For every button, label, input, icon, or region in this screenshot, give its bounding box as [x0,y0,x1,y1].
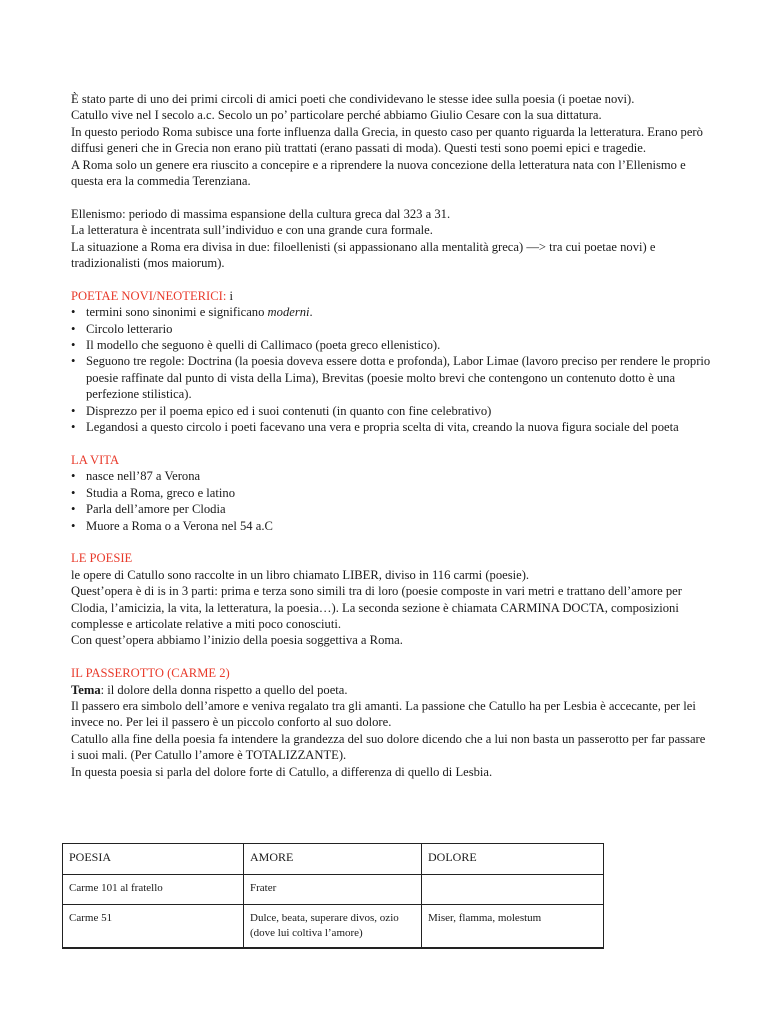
la-vita-list [71,468,711,534]
ellenismo-paragraph: Ellenismo: periodo di massima espansione della cultura greca dal 323 a 31. [71,206,451,221]
section-heading-le-poesie: LE POESIE [71,551,133,566]
spacer [71,534,711,550]
section-heading-poetae-novi [71,288,711,304]
list-item-text-end: . [309,305,313,320]
document-body [71,91,711,780]
table-cell [422,875,604,905]
list-item [71,304,711,320]
list-item: • Muore a Roma o a Verona nel 54 a.C [71,518,711,534]
tema-text: : il dolore della donna rispetto a quello del poeta. [100,682,348,697]
table-row [63,875,604,905]
spacer [71,271,711,287]
spacer [71,436,711,452]
spacer [71,189,711,205]
tema-label: Tema [71,682,101,697]
heading-text: POETAE NOVI/NEOTERICI: [71,288,227,303]
intro-paragraph: A Roma solo un genere era riuscito a concepire e a riprendere la nuova concezione della letteratura nata con l’Ellenismo e questa era la commedia Terenziana. [71,157,686,189]
ellenismo-paragraph: La letteratura è incentrata sull’individuo e con una grande cura formale. [71,223,433,238]
intro-paragraph: Catullo vive nel I secolo a.c. Secolo un po’ particolare perché abbiamo Giulio Cesare con la sua dittatura. [71,108,602,123]
section-heading-passerotto: IL PASSEROTTO (CARME 2) [71,666,230,681]
table-cell: Dulce, beata, superare divos, ozio (dove lui coltiva l’amore) [244,905,422,949]
heading-suffix: i [226,288,233,303]
list-item-text: termini sono sinonimi e significano [86,305,268,320]
intro-paragraph: È stato parte di uno dei primi circoli di amici poeti che condividevano le stesse idee sulla poesia (i poetae novi). [71,92,635,106]
passerotto-paragraph: In questa poesia si parla del dolore forte di Catullo, a differenza di quello di Lesbia. [71,764,493,779]
list-item: • Disprezzo per il poema epico ed i suoi contenuti (in quanto con fine celebrativo) [71,403,711,419]
passerotto-paragraph: Catullo alla fine della poesia fa intendere la grandezza del suo dolore dicendo che a lui non basta un passerotto per far passare i suoi mali. (Per Catullo l’amore è TOTALIZZANTE). [71,731,706,763]
poetae-novi-list [71,304,711,435]
table-header-cell: DOLORE [422,844,604,875]
list-item: • Parla dell’amore per Clodia [71,501,711,517]
table-cell: Carme 101 al fratello [63,875,244,905]
table-cell: Frater [244,875,422,905]
list-item: • Circolo letterario [71,321,711,337]
poesie-paragraph: Con quest’opera abbiamo l’inizio della poesia soggettiva a Roma. [71,633,403,648]
poesie-paragraph: le opere di Catullo sono raccolte in un libro chiamato LIBER, diviso in 116 carmi (poesie). [71,567,530,582]
ellenismo-paragraph: La situazione a Roma era divisa in due: filoellenisti (si appassionano alla mentalità greca) —> tra cui poetae novi) e tradizionalisti (mos maiorum). [71,239,656,271]
table-header-cell: POESIA [63,844,244,875]
section-heading-la-vita: LA VITA [71,452,120,467]
list-item: • Seguono tre regole: Doctrina (la poesia doveva essere dotta e profonda), Labor Limae (lavoro preciso per rendere le proprio poesie raffinate dal punto di vista della Lima), Brevitas (poesie molto brevi che contengono un contenuto dotto è una perfezione stilistica). [71,353,711,402]
table-row [63,905,604,949]
list-item: • Legandosi a questo circolo i poeti facevano una vera e propria scelta di vita, creando la nuova figura sociale del poeta [71,419,711,435]
passerotto-paragraph: Il passero era simbolo dell’amore e veniva regalato tra gli amanti. La passione che Catullo ha per Lesbia è accecante, per lei invece no. Per lei il passero è un piccolo conforto al suo dolore. [71,698,696,730]
list-item: • Studia a Roma, greco e latino [71,485,711,501]
intro-paragraph: In questo periodo Roma subisce una forte influenza dalla Grecia, in questo caso per quanto riguarda la letteratura. Erano però diffusi generi che in Grecia non erano più trattati (erano passati di moda). Questi testi sono poemi epici e tragedie. [71,124,703,156]
list-item: • Il modello che seguono è quelli di Callimaco (poeta greco ellenistico). [71,337,711,353]
spacer [71,649,711,665]
summary-table [62,843,604,949]
poesie-paragraph: Quest’opera è di is in 3 parti: prima e terza sono simili tra di loro (poesie composte in vari metri e trattano dell’amore per Clodia, l’amicizia, la vita, la letteratura, la poesia…). La seconda sezione è chiamata CARMINA DOCTA, composizioni complesse e articolate relative a miti poco conosciuti. [71,584,682,631]
table-cell: Carme 51 [63,905,244,949]
table-cell: Miser, flamma, molestum [422,905,604,949]
tema-paragraph [71,682,711,698]
list-item: • nasce nell’87 a Verona [71,468,711,484]
table-header-row [63,844,604,875]
emphasis-text: moderni [267,305,310,320]
table-header-cell: AMORE [244,844,422,875]
